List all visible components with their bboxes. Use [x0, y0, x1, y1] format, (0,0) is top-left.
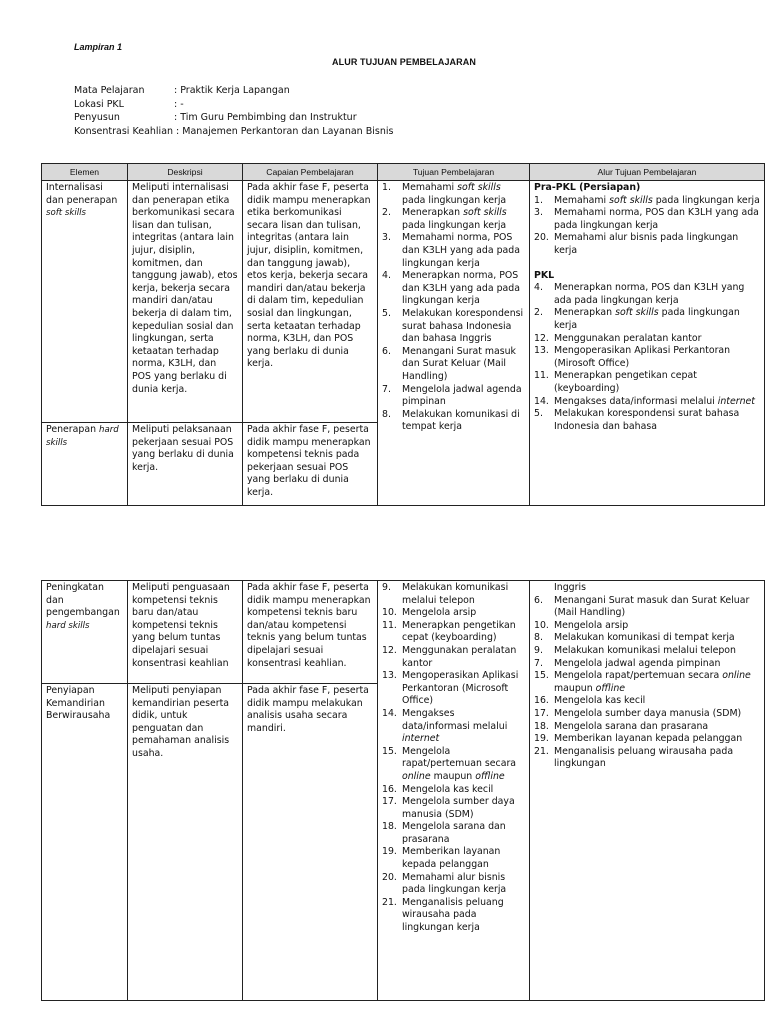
item-text-part: Memahami [554, 194, 610, 206]
meta-row [74, 111, 393, 125]
item-text-italic: soft skills [615, 307, 659, 319]
item-text [402, 232, 525, 270]
item-text-italic: offline [475, 770, 505, 782]
list-item [534, 232, 760, 257]
item-text [554, 645, 760, 658]
item-text [554, 708, 760, 721]
item-number: 19. [534, 733, 549, 745]
list-item [534, 195, 760, 208]
item-text-part: Memahami norma, POS dan K3LH yang ada pada lingkungan kerja [402, 232, 520, 269]
item-text [402, 784, 525, 797]
meta-sep: : [174, 85, 181, 96]
meta-value: Manajemen Perkantoran dan Layanan Bisnis [182, 125, 394, 137]
item-number: 16. [534, 695, 549, 707]
item-text-part: Memberikan layanan kepada pelanggan [554, 733, 743, 745]
document-title: ALUR TUJUAN PEMBELAJARAN [332, 57, 476, 67]
item-text [554, 595, 760, 620]
capaian-cell: Pada akhir fase F, peserta didik mampu menerapkan kompetensi teknis pada pekerjaan sesuai POS yang berlaku di dunia kerja. [243, 423, 378, 506]
item-text [402, 582, 525, 607]
item-number: 7. [534, 657, 543, 669]
item-text [554, 232, 760, 257]
list-item [534, 695, 760, 708]
item-number: 15. [534, 670, 549, 682]
item-text-part: pada lingkungan kerja [402, 194, 507, 206]
item-number: 6. [382, 345, 391, 357]
alur-cell [530, 181, 765, 506]
list-item [534, 645, 760, 658]
item-text [402, 346, 525, 384]
list-item [534, 396, 760, 409]
header-deskripsi: Deskripsi [128, 164, 243, 181]
item-text [402, 746, 525, 784]
meta-value: - [180, 98, 184, 110]
item-text-italic: online [402, 770, 431, 782]
item-number: 3. [382, 232, 391, 244]
item-text [554, 207, 760, 232]
item-text [402, 708, 525, 746]
deskripsi-cell: Meliputi pelaksanaan pekerjaan sesuai POS yang berlaku di dunia kerja. [128, 423, 243, 506]
list-item [534, 307, 760, 332]
header-elemen: Elemen [42, 164, 128, 181]
item-text-part: Mengelola sarana dan prasarana [402, 821, 506, 845]
header-capaian: Capaian Pembelajaran [243, 164, 378, 181]
elemen-text: Peningkatan dan pengembangan [46, 582, 120, 619]
item-number: 2. [534, 307, 543, 319]
alur-list [534, 595, 760, 771]
item-text-part: Mengelola kas kecil [554, 695, 646, 707]
item-text-part: Mengakses data/informasi melalui [402, 707, 508, 732]
item-text-part: Mengelola sumber daya manusia (SDM) [554, 707, 742, 719]
alur-group-title: PKL [534, 269, 555, 281]
elemen-cell [42, 423, 128, 506]
item-text [554, 620, 760, 633]
item-number: 9. [534, 644, 543, 656]
tujuan-cell [378, 181, 530, 506]
list-item [382, 821, 525, 846]
item-number: 11. [534, 370, 549, 382]
item-text-part: Menangani Surat masuk dan Surat Keluar (Mail Handling) [554, 594, 750, 619]
item-text-part: Menggunakan peralatan kantor [402, 644, 517, 669]
item-text [402, 846, 525, 871]
item-text [402, 207, 525, 232]
elemen-italic: soft skills [46, 208, 86, 219]
list-item [382, 645, 525, 670]
item-text [554, 282, 760, 307]
item-text [402, 796, 525, 821]
meta-sep: : [174, 98, 181, 110]
list-item [382, 796, 525, 821]
item-number: 18. [534, 720, 549, 732]
list-item [382, 346, 525, 384]
item-text [402, 270, 525, 308]
item-text-part: pada lingkungan kerja [652, 194, 760, 206]
item-text-part: Memberikan layanan kepada pelanggan [402, 846, 501, 871]
item-text [554, 333, 760, 346]
item-number: 11. [382, 619, 397, 631]
list-item [534, 282, 760, 307]
item-text [554, 396, 760, 409]
item-text-part: Memahami [402, 182, 458, 193]
list-item [534, 670, 760, 695]
item-text [402, 620, 525, 645]
item-text-part: maupun [554, 682, 596, 694]
item-text-part: Melakukan korespondensi surat bahasa Indonesia dan bahasa Inggris [402, 307, 524, 345]
item-number: 1. [534, 194, 543, 206]
item-number: 5. [382, 307, 391, 319]
item-text-italic: soft skills [609, 194, 653, 206]
item-text-part: Menerapkan pengetikan cepat (keyboarding) [554, 370, 697, 394]
item-number: 13. [534, 345, 549, 357]
item-text-part: Melakukan komunikasi di tempat kerja [554, 632, 735, 644]
item-number: 20. [382, 871, 397, 883]
table-header-row [42, 164, 765, 181]
item-number: 14. [534, 395, 549, 407]
list-item [534, 632, 760, 645]
capaian-cell: Pada akhir fase F, peserta didik mampu menerapkan etika berkomunikasi secara lisan dan tulisan, integritas (antara lain jujur, disiplin, komitmen, dan tanggung jawab), etos kerja, bekerja secara mandiri dan/atau bekerja di dalam tim, kepedulian sosial dan lingkungan, serta ketaatan terhadap norma, K3LH, dan POS yang berlaku di dunia kerja. [243, 181, 378, 423]
item-text-part: Mengoperasikan Aplikasi Perkantoran (Mirosoft Office) [554, 345, 731, 369]
item-text [554, 408, 760, 433]
spacer [534, 258, 760, 270]
capaian-cell: Pada akhir fase F, peserta didik mampu menerapkan kompetensi teknis baru dan/atau kompetensi teknis yang belum tuntas dipelajari sesuai konsentrasi keahlian. [243, 581, 378, 684]
deskripsi-cell: Meliputi penguasaan kompetensi teknis baru dan/atau kompetensi teknis yang belum tuntas dipelajari sesuai konsentrasi keahlian [128, 581, 243, 684]
list-item [534, 370, 760, 395]
item-text-italic: internet [402, 733, 440, 745]
item-number: 10. [534, 619, 549, 631]
list-item [382, 409, 525, 434]
list-item [534, 733, 760, 746]
list-item [534, 620, 760, 633]
list-item [534, 207, 760, 232]
item-text [554, 345, 760, 370]
item-text [402, 897, 525, 935]
meta-value: Tim Guru Pembimbing dan Instruktur [180, 112, 357, 124]
item-text-part: Menerapkan pengetikan cepat (keyboarding) [402, 619, 516, 644]
item-number: 4. [534, 282, 543, 294]
item-text [402, 670, 525, 708]
capaian-cell: Pada akhir fase F, peserta didik mampu melakukan analisis usaha secara mandiri. [243, 684, 378, 1001]
document-meta [74, 84, 393, 138]
list-item [382, 846, 525, 871]
item-text-italic: soft skills [463, 207, 507, 219]
item-text [554, 195, 760, 208]
item-text-part: Memahami alur bisnis pada lingkungan kerja [402, 871, 507, 896]
item-text [554, 307, 760, 332]
list-item [382, 384, 525, 409]
item-number: 12. [534, 332, 549, 344]
header-alur: Alur Tujuan Pembelajaran [530, 164, 765, 181]
elemen-text: Penerapan [46, 424, 100, 435]
deskripsi-cell: Meliputi internalisasi dan penerapan etika berkomunikasi secara lisan dan tulisan, integritas (antara lain jujur, disiplin, komitmen, dan tanggung jawab), etos kerja, bekerja secara mandiri dan/atau bekerja di dalam tim, kepedulian sosial dan lingkungan, serta ketaatan terhadap norma, K3LH, dan POS yang berlaku di dunia kerja. [128, 181, 243, 423]
table-row [42, 581, 765, 684]
item-text [402, 821, 525, 846]
item-number: 19. [382, 846, 397, 858]
tujuan-cell [378, 581, 530, 1001]
elemen-cell [42, 581, 128, 684]
table-row [42, 181, 765, 423]
elemen-cell [42, 684, 128, 1001]
alur-list [534, 195, 760, 258]
item-number: 14. [382, 707, 397, 719]
item-text-italic: online [722, 670, 751, 682]
item-number: 20. [534, 232, 549, 244]
list-item [534, 345, 760, 370]
item-text [554, 733, 760, 746]
meta-sep: : [173, 125, 183, 137]
deskripsi-cell: Meliputi penyiapan kemandirian peserta didik, untuk penguatan dan pemahaman analisis usaha. [128, 684, 243, 1001]
item-text-part: pada lingkungan kerja [554, 307, 740, 331]
item-text-part: Memahami norma, POS dan K3LH yang ada pada lingkungan kerja [554, 207, 759, 231]
item-text [402, 384, 525, 409]
item-text-part: Mengelola jadwal agenda pimpinan [554, 657, 721, 669]
header-tujuan: Tujuan Pembelajaran [378, 164, 530, 181]
item-number: 21. [382, 896, 397, 908]
item-text-part: Mengoperasikan Aplikasi Perkantoran (Microsoft Office) [402, 670, 519, 707]
item-text [554, 695, 760, 708]
alur-list [534, 282, 760, 433]
item-text-part: Menangani Surat masuk dan Surat Keluar (Mail Handling) [402, 345, 516, 382]
list-item [382, 182, 525, 207]
item-text-part: Mengelola rapat/pertemuan secara [402, 745, 517, 770]
item-text-part: Mengelola arsip [402, 607, 477, 619]
list-item [382, 670, 525, 708]
meta-row [74, 98, 393, 112]
item-number: 9. [382, 582, 391, 593]
list-item [534, 658, 760, 671]
item-text-part: Menerapkan [554, 307, 616, 319]
list-item [382, 207, 525, 232]
item-text-part: Menerapkan norma, POS dan K3LH yang ada pada lingkungan kerja [402, 270, 520, 307]
item-text-part: Menganalisis peluang wirausaha pada lingkungan kerja [402, 896, 504, 934]
list-item [382, 232, 525, 270]
item-number: 15. [382, 745, 397, 757]
meta-key: Mata Pelajaran [74, 85, 145, 96]
item-text-italic: internet [717, 395, 755, 407]
item-text [554, 746, 760, 771]
item-text-part: Menerapkan norma, POS dan K3LH yang ada pada lingkungan kerja [554, 282, 745, 306]
elemen-italic: hard skills [46, 620, 90, 631]
item-text-part: Melakukan komunikasi di tempat kerja [402, 408, 520, 433]
meta-key: Penyusun [74, 112, 120, 124]
item-number: 8. [534, 632, 543, 644]
meta-key: Lokasi PKL [74, 98, 124, 110]
item-text-part: Melakukan komunikasi melalui telepon [554, 644, 736, 656]
list-item [534, 408, 760, 433]
item-text-italic: offline [595, 682, 626, 694]
elemen-text: Penyiapan Kemandirian Berwirausaha [46, 685, 111, 722]
item-number: 4. [382, 270, 391, 282]
item-text [554, 632, 760, 645]
item-number: 5. [534, 408, 543, 420]
list-item [534, 721, 760, 734]
atp-table-page-1 [41, 163, 765, 506]
item-text [554, 658, 760, 671]
item-number: 6. [534, 594, 543, 606]
item-text-part: Mengelola sarana dan prasarana [554, 720, 709, 732]
list-item [534, 333, 760, 346]
list-item [382, 708, 525, 746]
item-text [402, 607, 525, 620]
item-text-part: maupun [430, 770, 476, 782]
item-number: 2. [382, 207, 391, 219]
alur-continuation: Inggris [554, 582, 586, 593]
meta-row [74, 84, 393, 98]
tujuan-list [382, 182, 525, 434]
item-text-part: Melakukan komunikasi melalui telepon [402, 582, 509, 606]
item-text-part: Mengelola sumber daya manusia (SDM) [402, 796, 515, 820]
item-text-part: Mengelola arsip [554, 619, 629, 631]
item-number: 16. [382, 783, 397, 795]
item-number: 1. [382, 182, 391, 193]
item-text [554, 370, 760, 395]
elemen-text: Internalisasi dan penerapan [46, 182, 118, 206]
list-item [382, 308, 525, 346]
alur-cell [530, 581, 765, 1001]
meta-row [74, 125, 393, 139]
alur-group-title: Pra-PKL (Persiapan) [534, 182, 641, 193]
atp-table-page-2 [41, 580, 765, 1001]
elemen-italic: hard skills [46, 425, 119, 448]
meta-sep: : [174, 112, 181, 124]
item-number: 8. [382, 408, 391, 420]
item-text [402, 645, 525, 670]
item-text-part: Menganalisis peluang wirausaha pada lingkungan [554, 745, 734, 770]
item-number: 18. [382, 821, 397, 833]
list-item [534, 595, 760, 620]
item-text-part: Mengelola kas kecil [402, 783, 494, 795]
list-item [382, 784, 525, 797]
list-item [382, 897, 525, 935]
item-text [402, 182, 525, 207]
item-text-part: Memahami alur bisnis pada lingkungan kerja [554, 232, 739, 256]
item-number: 17. [382, 796, 397, 808]
list-item [382, 607, 525, 620]
list-item [534, 746, 760, 771]
tujuan-list [382, 582, 525, 935]
item-text [402, 872, 525, 897]
meta-value: Praktik Kerja Lapangan [180, 85, 290, 96]
item-number: 12. [382, 644, 397, 656]
item-number: 7. [382, 383, 391, 395]
list-item [382, 582, 525, 607]
item-text [554, 670, 760, 695]
list-item [382, 620, 525, 645]
item-text-part: Mengelola jadwal agenda pimpinan [402, 383, 522, 408]
item-number: 13. [382, 670, 397, 682]
list-item [534, 708, 760, 721]
item-text-part: Menggunakan peralatan kantor [554, 332, 702, 344]
item-number: 3. [534, 207, 543, 219]
meta-key: Konsentrasi Keahlian [74, 125, 174, 137]
item-text-part: pada lingkungan kerja [402, 219, 507, 231]
item-number: 21. [534, 745, 549, 757]
lampiran-label: Lampiran 1 [74, 42, 123, 52]
elemen-cell [42, 181, 128, 423]
item-text-part: Melakukan korespondensi surat bahasa Indonesia dan bahasa [554, 408, 740, 432]
item-text-part: Mengelola rapat/pertemuan secara [554, 670, 723, 682]
item-text-italic: soft skills [457, 182, 501, 193]
item-text-part: Menerapkan [402, 207, 464, 219]
list-item [382, 270, 525, 308]
item-text [554, 721, 760, 734]
list-item [382, 746, 525, 784]
item-text [402, 409, 525, 434]
list-item [382, 872, 525, 897]
item-text [402, 308, 525, 346]
item-number: 10. [382, 607, 397, 619]
item-number: 17. [534, 707, 549, 719]
item-text-part: Mengakses data/informasi melalui [554, 395, 718, 407]
